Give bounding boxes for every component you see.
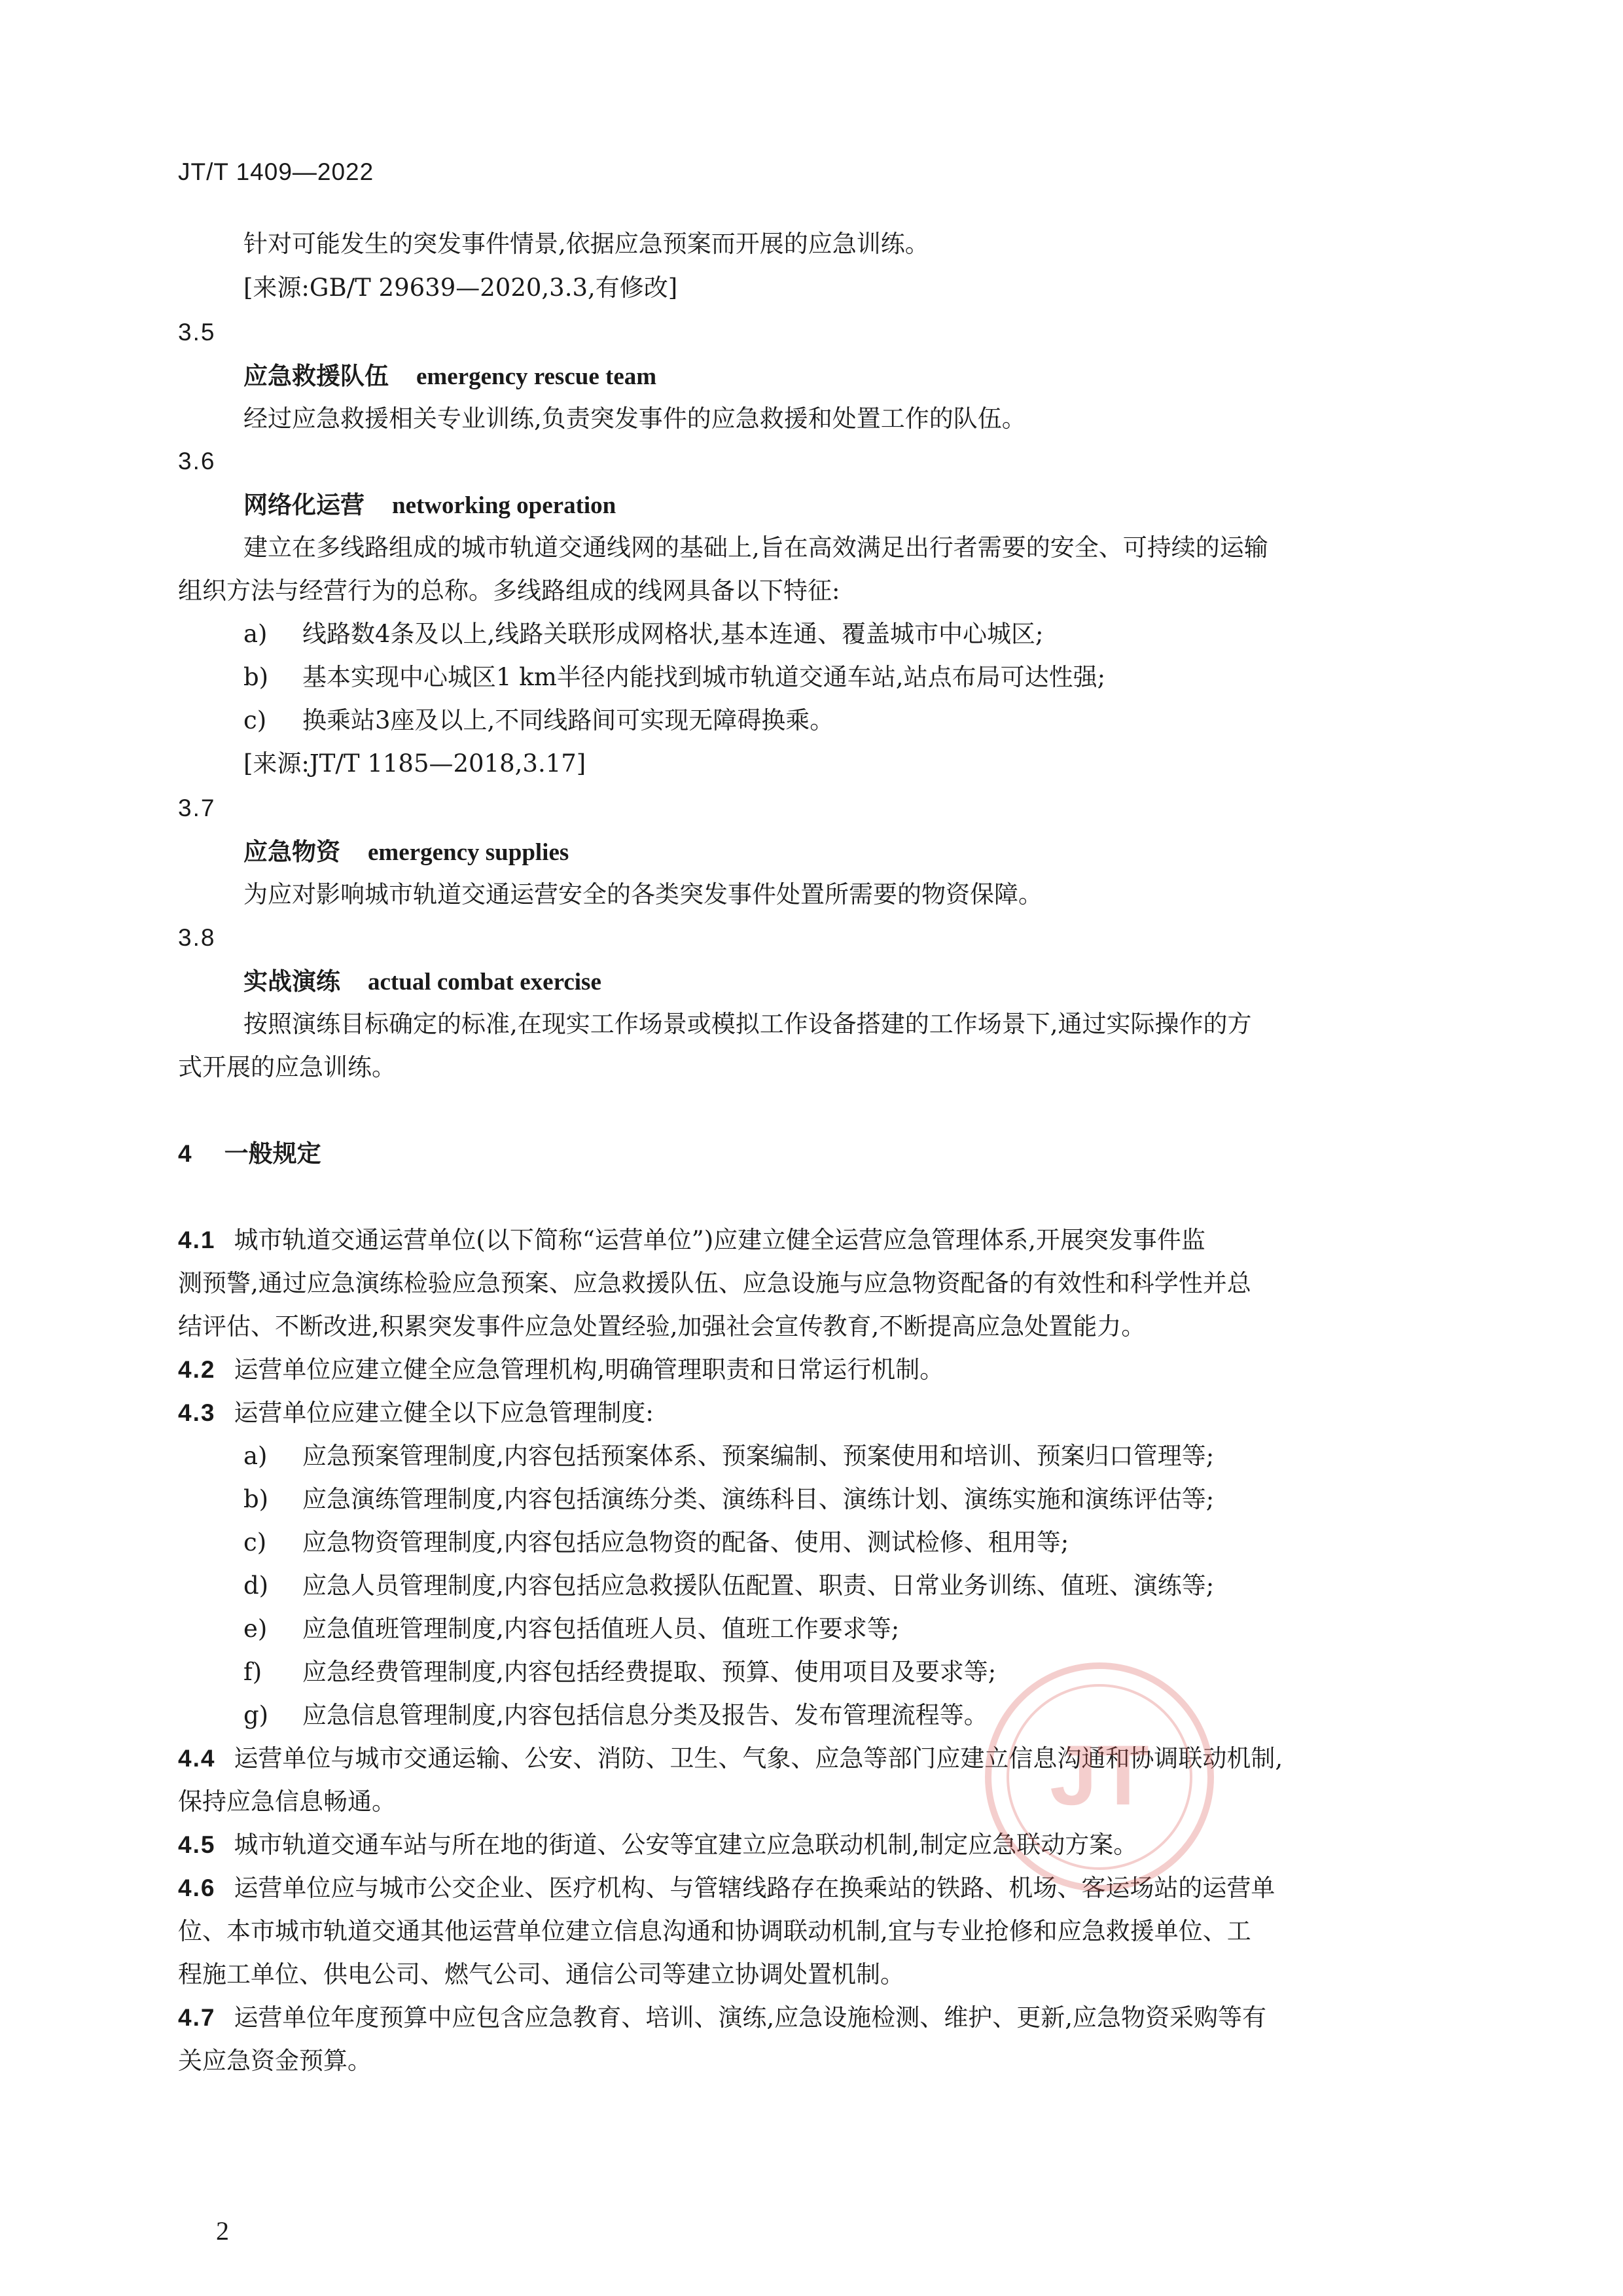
term-zh: 应急物资 [243, 838, 340, 866]
term-en: networking operation [392, 492, 616, 519]
section-number: 4 [178, 1140, 192, 1167]
term-en: emergency rescue team [416, 363, 657, 390]
list-item [243, 1656, 996, 1689]
clause-number: 4.7 [178, 2004, 216, 2031]
paragraph-line: 保持应急信息畅通。 [178, 1787, 396, 1816]
list-marker: f) [243, 1658, 262, 1686]
paragraph-line [178, 1224, 1205, 1257]
list-item [243, 704, 834, 737]
list-marker: e) [243, 1615, 268, 1643]
list-text: 应急经费管理制度,内容包括经费提取、预算、使用项目及要求等; [302, 1658, 997, 1686]
jt-watermark-stamp [982, 1659, 1217, 1895]
list-text: 应急信息管理制度,内容包括信息分类及报告、发布管理流程等。 [302, 1701, 988, 1729]
list-marker: b) [243, 663, 269, 691]
term-zh: 网络化运营 [243, 491, 365, 519]
list-text: 换乘站3座及以上,不同线路间可实现无障碍换乘。 [302, 706, 834, 734]
list-marker: a) [243, 1442, 268, 1470]
paragraph-text: 运营单位应建立健全以下应急管理制度: [234, 1399, 654, 1427]
term-en: emergency supplies [368, 839, 569, 866]
definition-text: 式开展的应急训练。 [178, 1053, 396, 1081]
source-note: [来源:GB/T 29639—2020,3.3,有修改] [243, 274, 678, 302]
section-title: 一般规定 [224, 1139, 321, 1168]
definition-text: 建立在多线路组成的城市轨道交通线网的基础上,旨在高效满足出行者需要的安全、可持续的运输 [243, 533, 1268, 562]
list-text: 基本实现中心城区1 km半径内能找到城市轨道交通车站,站点布局可达性强; [302, 663, 1106, 691]
paragraph-text: 运营单位应与城市公交企业、医疗机构、与管辖线路存在换乘站的铁路、机场、客运场站的运营单 [234, 1874, 1275, 1902]
list-marker: c) [243, 1528, 267, 1556]
clause-number: 4.2 [178, 1356, 216, 1383]
list-text: 应急演练管理制度,内容包括演练分类、演练科目、演练计划、演练实施和演练评估等; [302, 1485, 1215, 1513]
term-title [243, 488, 616, 522]
paragraph-text: 运营单位年度预算中应包含应急教育、培训、演练,应急设施检测、维护、更新,应急物资采购等有 [234, 2003, 1266, 2032]
term-title [243, 835, 569, 869]
list-item [243, 1526, 1069, 1559]
list-item [243, 1613, 899, 1645]
list-text: 应急人员管理制度,内容包括应急救援队伍配置、职责、日常业务训练、值班、演练等; [302, 1571, 1215, 1600]
term-title [243, 965, 601, 999]
list-marker: g) [243, 1701, 269, 1729]
section-heading [178, 1138, 321, 1170]
paragraph-text: 城市轨道交通车站与所在地的街道、公安等宜建立应急联动机制,制定应急联动方案。 [234, 1831, 1138, 1859]
clause-number: 4.6 [178, 1874, 216, 1901]
list-text: 应急值班管理制度,内容包括值班人员、值班工作要求等; [302, 1615, 900, 1643]
definition-text: 为应对影响城市轨道交通运营安全的各类突发事件处置所需要的物资保障。 [243, 880, 1043, 908]
clause-number: 3.5 [178, 319, 216, 346]
list-text: 应急物资管理制度,内容包括应急物资的配备、使用、测试检修、租用等; [302, 1528, 1069, 1556]
clause-number: 3.8 [178, 924, 216, 951]
clause-number: 4.1 [178, 1227, 216, 1253]
paragraph-line [178, 1397, 654, 1429]
clause-number: 4.4 [178, 1745, 216, 1772]
term-zh: 实战演练 [243, 967, 340, 996]
paragraph-text: 城市轨道交通运营单位(以下简称“运营单位”)应建立健全运营应急管理体系,开展突发事件监 [234, 1226, 1205, 1254]
list-marker: c) [243, 706, 267, 734]
source-note: [来源:JT/T 1185—2018,3.17] [243, 749, 586, 778]
paragraph-text: 运营单位应建立健全应急管理机构,明确管理职责和日常运行机制。 [234, 1355, 944, 1384]
definition-text: 经过应急救援相关专业训练,负责突发事件的应急救援和处置工作的队伍。 [243, 404, 1026, 433]
list-marker: d) [243, 1571, 269, 1600]
text-line: 针对可能发生的突发事件情景,依据应急预案而开展的应急训练。 [243, 230, 929, 258]
term-title [243, 359, 656, 393]
paragraph-line: 程施工单位、供电公司、燃气公司、通信公司等建立协调处置机制。 [178, 1960, 904, 1988]
list-item [243, 1440, 1214, 1473]
header-doc-id: JT/T 1409—2022 [178, 158, 374, 185]
list-marker: a) [243, 620, 268, 648]
list-item [243, 661, 1105, 694]
paragraph-line: 位、本市城市轨道交通其他运营单位建立信息沟通和协调联动机制,宜与专业抢修和应急救援单位、工 [178, 1917, 1251, 1945]
watermark-text: JT [1050, 1727, 1149, 1823]
list-item [243, 1570, 1214, 1602]
term-zh: 应急救援队伍 [243, 362, 389, 390]
paragraph-text: 运营单位与城市交通运输、公安、消防、卫生、气象、应急等部门应建立信息沟通和协调联动机制, [234, 1744, 1283, 1772]
clause-number: 3.7 [178, 795, 216, 821]
list-marker: b) [243, 1485, 269, 1513]
list-text: 应急预案管理制度,内容包括预案体系、预案编制、预案使用和培训、预案归口管理等; [302, 1442, 1215, 1470]
clause-number: 4.3 [178, 1399, 216, 1426]
list-item [243, 1483, 1214, 1516]
definition-text: 按照演练目标确定的标准,在现实工作场景或模拟工作设备搭建的工作场景下,通过实际操作的方 [243, 1010, 1252, 1038]
paragraph-line [178, 2001, 1266, 2034]
paragraph-line: 结评估、不断改进,积累突发事件应急处置经验,加强社会宣传教育,不断提高应急处置能力。 [178, 1312, 1146, 1340]
term-en: actual combat exercise [368, 969, 601, 996]
definition-text: 组织方法与经营行为的总称。多线路组成的线网具备以下特征: [178, 577, 840, 605]
clause-number: 3.6 [178, 448, 216, 475]
clause-number: 4.5 [178, 1831, 216, 1858]
list-item [243, 1699, 988, 1732]
list-item [243, 618, 1044, 651]
paragraph-line: 测预警,通过应急演练检验应急预案、应急救援队伍、应急设施与应急物资配备的有效性和科学性并总 [178, 1269, 1251, 1297]
paragraph-line [178, 1354, 944, 1386]
list-text: 线路数4条及以上,线路关联形成网格状,基本连通、覆盖城市中心城区; [302, 620, 1044, 648]
paragraph-line: 关应急资金预算。 [178, 2047, 372, 2075]
page-number: 2 [216, 2216, 229, 2246]
